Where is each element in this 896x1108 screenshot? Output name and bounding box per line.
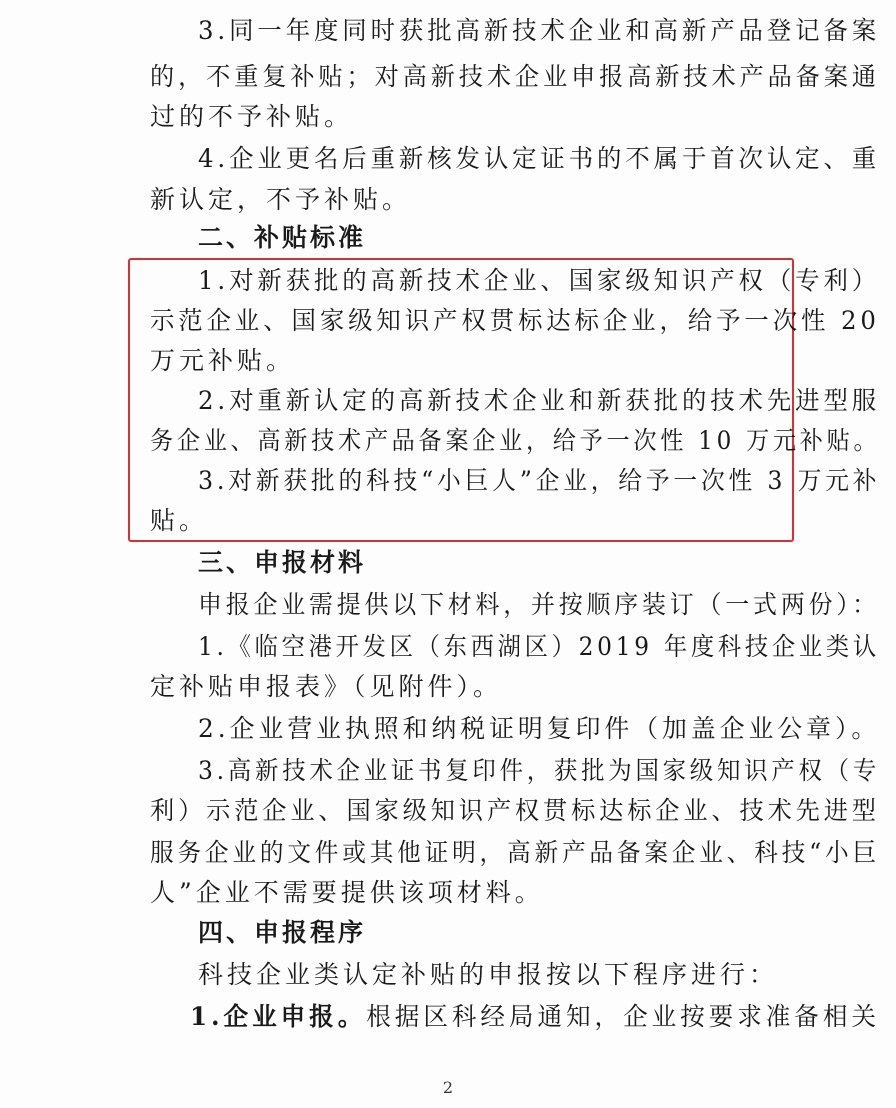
- text-line: 利）示范企业、国家级知识产权贯标达标企业、技术先进型: [150, 796, 880, 825]
- section-heading-materials: 三、申报材料: [198, 548, 367, 577]
- step-text: 根据区科经局通知，企业按要求准备相关: [366, 1002, 880, 1031]
- text-line: 3.同一年度同时获批高新技术企业和高新产品登记备案: [198, 16, 881, 45]
- text-line: [190, 1000, 880, 1034]
- text-line: 3.高新技术企业证书复印件，获批为国家级知识产权（专: [198, 756, 881, 785]
- text-line: 2.企业营业执照和纳税证明复印件（加盖企业公章）。: [198, 714, 881, 743]
- text-line: 定补贴申报表》（见附件）。: [150, 672, 503, 701]
- text-line: 人”企业不需要提供该项材料。: [150, 878, 544, 907]
- text-line: 服务企业的文件或其他证明，高新产品备案企业、科技“小巨: [150, 838, 880, 867]
- step-lead: 1.企业申报。: [190, 1002, 367, 1031]
- section-heading-procedure: 四、申报程序: [198, 918, 367, 947]
- section-heading-subsidy-standard: 二、补贴标准: [198, 223, 367, 252]
- text-line: 科技企业类认定补贴的申报按以下程序进行：: [198, 960, 779, 989]
- text-line: 1.对新获批的高新技术企业、国家级知识产权（专利）: [198, 266, 881, 295]
- text-line: 贴。: [150, 506, 209, 535]
- text-line: 万元补贴。: [150, 346, 296, 375]
- text-line: 务企业、高新技术产品备案企业，给予一次性 10 万元补贴。: [150, 426, 881, 455]
- text-line: 过的不予补贴。: [150, 102, 354, 131]
- text-line: 新认定，不予补贴。: [150, 185, 412, 214]
- page-number: 2: [442, 1078, 454, 1097]
- text-line: 申报企业需提供以下材料，并按顺序装订（一式两份）：: [198, 590, 880, 619]
- text-line: 2.对重新认定的高新技术企业和新获批的技术先进型服: [198, 386, 881, 415]
- text-line: 示范企业、国家级知识产权贯标达标企业，给予一次性 20: [150, 306, 880, 335]
- text-line: 的，不重复补贴；对高新技术企业申报高新技术产品备案通: [150, 62, 880, 91]
- text-line: 1.《临空港开发区（东西湖区）2019 年度科技企业类认: [198, 632, 880, 661]
- text-line: 3.对新获批的科技“小巨人”企业，给予一次性 3 万元补: [198, 466, 881, 495]
- text-line: 4.企业更名后重新核发认定证书的不属于首次认定、重: [198, 144, 881, 173]
